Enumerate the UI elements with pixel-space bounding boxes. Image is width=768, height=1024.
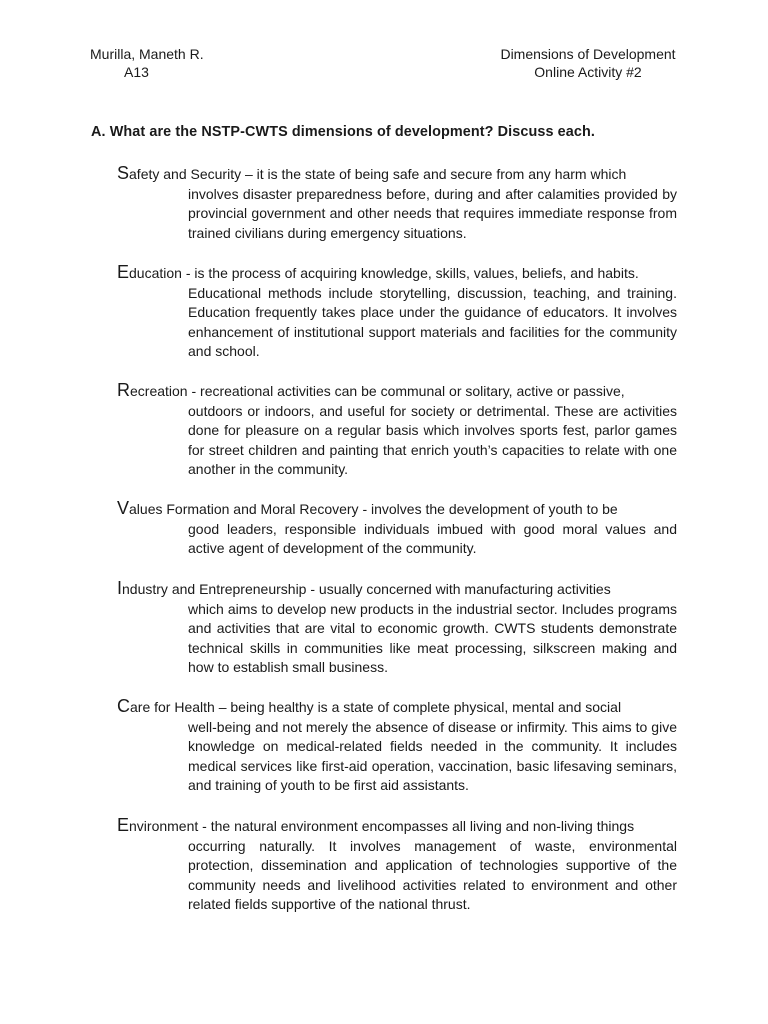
entry-industry-entrepreneurship xyxy=(117,580,677,678)
entry-first-line xyxy=(117,382,677,402)
entry-first-line xyxy=(117,698,677,718)
entry-body: which aims to develop new products in the industrial sector. Includes programs and activities that are vital to economic growth. CWTS students demonstrate technical skills in communities like meat processing, silkscreen making and how to establish small business. xyxy=(188,600,677,676)
entry-education xyxy=(117,264,677,362)
author-name: Murilla, Maneth R. xyxy=(90,46,204,62)
entry-first-text: nvironment - the natural environment encompasses all living and non-living things xyxy=(129,818,635,834)
entry-body: Educational methods include storytelling, discussion, teaching, and training. Education frequently takes place under the guidance of educators. It involves enhancement of institutional support materials and facilities for the community and school. xyxy=(188,284,677,360)
entry-initial: R xyxy=(117,380,130,400)
document-title: Dimensions of Development xyxy=(500,46,676,62)
entry-body: good leaders, responsible individuals imbued with good moral values and active agent of development of the community. xyxy=(188,520,677,557)
entry-body: occurring naturally. It involves management of waste, environmental protection, dissemination and application of technologies supportive of the community needs and livelihood activities related to environment and other related fields supportive of the national thrust. xyxy=(188,837,677,913)
entry-first-text: are for Health – being healthy is a state of complete physical, mental and social xyxy=(130,699,622,715)
entry-body: involves disaster preparedness before, during and after calamities provided by provincial government and other needs that requires immediate response from trained civilians during emergency situations. xyxy=(188,185,677,241)
entry-first-text: afety and Security – it is the state of being safe and secure from any harm which xyxy=(129,166,627,182)
activity-label: Online Activity #2 xyxy=(534,64,642,80)
entry-initial: E xyxy=(117,815,130,835)
entry-first-line xyxy=(117,500,677,520)
entry-environment xyxy=(117,817,677,915)
entry-initial: E xyxy=(117,262,130,282)
entry-first-text: ecreation - recreational activities can be communal or solitary, active or passive, xyxy=(130,383,625,399)
entry-values-formation xyxy=(117,500,677,559)
question-heading: A. What are the NSTP-CWTS dimensions of development? Discuss each. xyxy=(91,124,595,140)
entry-initial: C xyxy=(117,696,130,716)
entry-care-for-health xyxy=(117,698,677,796)
entry-initial: S xyxy=(117,163,130,183)
section-code: A13 xyxy=(124,64,149,80)
entry-initial: I xyxy=(117,578,123,598)
entry-first-text: alues Formation and Moral Recovery - involves the development of youth to be xyxy=(129,501,618,517)
entry-recreation xyxy=(117,382,677,480)
entry-first-text: ndustry and Entrepreneurship - usually concerned with manufacturing activities xyxy=(122,581,611,597)
header-left xyxy=(90,45,204,81)
entry-safety-security xyxy=(117,165,677,243)
entry-first-line xyxy=(117,165,677,185)
header-right xyxy=(470,45,706,81)
entry-first-line xyxy=(117,817,677,837)
entry-body: outdoors or indoors, and useful for society or detrimental. These are activities done for pleasure on a regular basis which involves sports fest, parlor games for street children and painting that enrich youth’s capacities to relate with one another in the community. xyxy=(188,402,677,478)
entry-first-line xyxy=(117,580,677,600)
entry-first-line xyxy=(117,264,677,284)
entry-initial: V xyxy=(117,498,130,518)
entry-first-text: ducation - is the process of acquiring knowledge, skills, values, beliefs, and habits. xyxy=(129,265,639,281)
entry-body: well-being and not merely the absence of disease or infirmity. This aims to give knowledge on medical-related fields needed in the community. It includes medical services like first-aid operation, vaccination, basic lifesaving seminars, and training of youth to be first aid assistants. xyxy=(188,718,677,794)
